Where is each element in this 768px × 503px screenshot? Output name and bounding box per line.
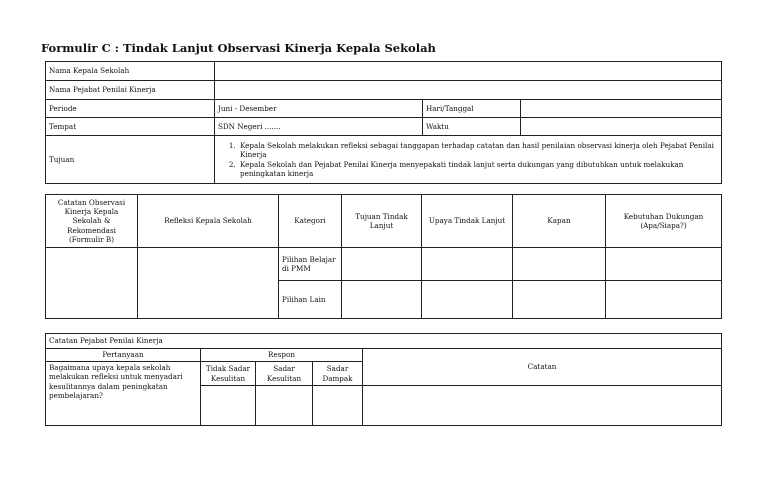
respon-header: Respon [201, 349, 363, 362]
header-refleksi: Refleksi Kepala Sekolah [138, 195, 279, 248]
tujuan-item: 2. Kepala Sekolah dan Pejabat Penilai Kinerja menyepakati tindak lanjut serta dukungan yang dibutuhkan untuk melakukan peningkatan kinerja [238, 160, 718, 179]
periode-label: Periode [46, 100, 215, 118]
waktu-field[interactable] [521, 118, 722, 136]
tujuan-content [215, 136, 722, 184]
respon-cell-tidak-sadar[interactable] [201, 386, 256, 426]
nama-pejabat-label: Nama Pejabat Penilai Kinerja [46, 81, 215, 100]
catatan-header: Catatan [363, 349, 722, 386]
page-title: Formulir C : Tindak Lanjut Observasi Kinerja Kepala Sekolah [41, 41, 436, 55]
dukungan-cell-2[interactable] [606, 281, 722, 319]
nama-kepala-label: Nama Kepala Sekolah [46, 62, 215, 81]
upaya-cell-1[interactable] [422, 248, 513, 281]
tujuan-label: Tujuan [46, 136, 215, 184]
refleksi-cell[interactable] [138, 248, 279, 319]
respon-cell-sadar-kesulitan[interactable] [256, 386, 313, 426]
upaya-cell-2[interactable] [422, 281, 513, 319]
tempat-value[interactable]: SDN Negeri ....... [215, 118, 423, 136]
kapan-cell-1[interactable] [513, 248, 606, 281]
hari-field[interactable] [521, 100, 722, 118]
header-kapan: Kapan [513, 195, 606, 248]
pejabat-header: Catatan Pejabat Penilai Kinerja [46, 334, 722, 349]
follow-up-table [45, 194, 722, 319]
kategori-pmm: Pilihan Belajar di PMM [279, 248, 342, 281]
tujuan-item: 1. Kepala Sekolah melakukan refleksi sebagai tanggapan terhadap catatan dan hasil penilaian observasi kinerja oleh Pejabat Penilai Kinerja [238, 141, 718, 160]
periode-value[interactable]: Juni - Desember [215, 100, 423, 118]
header-catatan-observasi: Catatan Observasi Kinerja Kepala Sekolah & Rekomendasi (Formulir B) [46, 195, 138, 248]
tujuan-cell-2[interactable] [342, 281, 422, 319]
question-text: Bagaimana upaya kepala sekolah melakukan refleksi untuk menyadari kesulitannya dalam peningkatan pembelajaran? [46, 362, 201, 426]
tempat-label: Tempat [46, 118, 215, 136]
respon-tidak-sadar: Tidak Sadar Kesulitan [201, 362, 256, 386]
header-kebutuhan-dukungan: Kebutuhan Dukungan (Apa/Siapa?) [606, 195, 722, 248]
pertanyaan-header: Pertanyaan [46, 349, 201, 362]
info-table [45, 61, 722, 184]
header-tujuan-tindak-lanjut: Tujuan Tindak Lanjut [342, 195, 422, 248]
pejabat-table [45, 333, 722, 426]
catatan-cell[interactable] [363, 386, 722, 426]
respon-sadar-dampak: Sadar Dampak [313, 362, 363, 386]
header-kategori: Kategori [279, 195, 342, 248]
waktu-label: Waktu [423, 118, 521, 136]
kategori-lain: Pilihan Lain [279, 281, 342, 319]
nama-kepala-field[interactable] [215, 62, 722, 81]
respon-cell-sadar-dampak[interactable] [313, 386, 363, 426]
respon-sadar-kesulitan: Sadar Kesulitan [256, 362, 313, 386]
hari-label: Hari/Tanggal [423, 100, 521, 118]
tujuan-cell-1[interactable] [342, 248, 422, 281]
nama-pejabat-field[interactable] [215, 81, 722, 100]
dukungan-cell-1[interactable] [606, 248, 722, 281]
kapan-cell-2[interactable] [513, 281, 606, 319]
catatan-observasi-cell[interactable] [46, 248, 138, 319]
header-upaya-tindak-lanjut: Upaya Tindak Lanjut [422, 195, 513, 248]
